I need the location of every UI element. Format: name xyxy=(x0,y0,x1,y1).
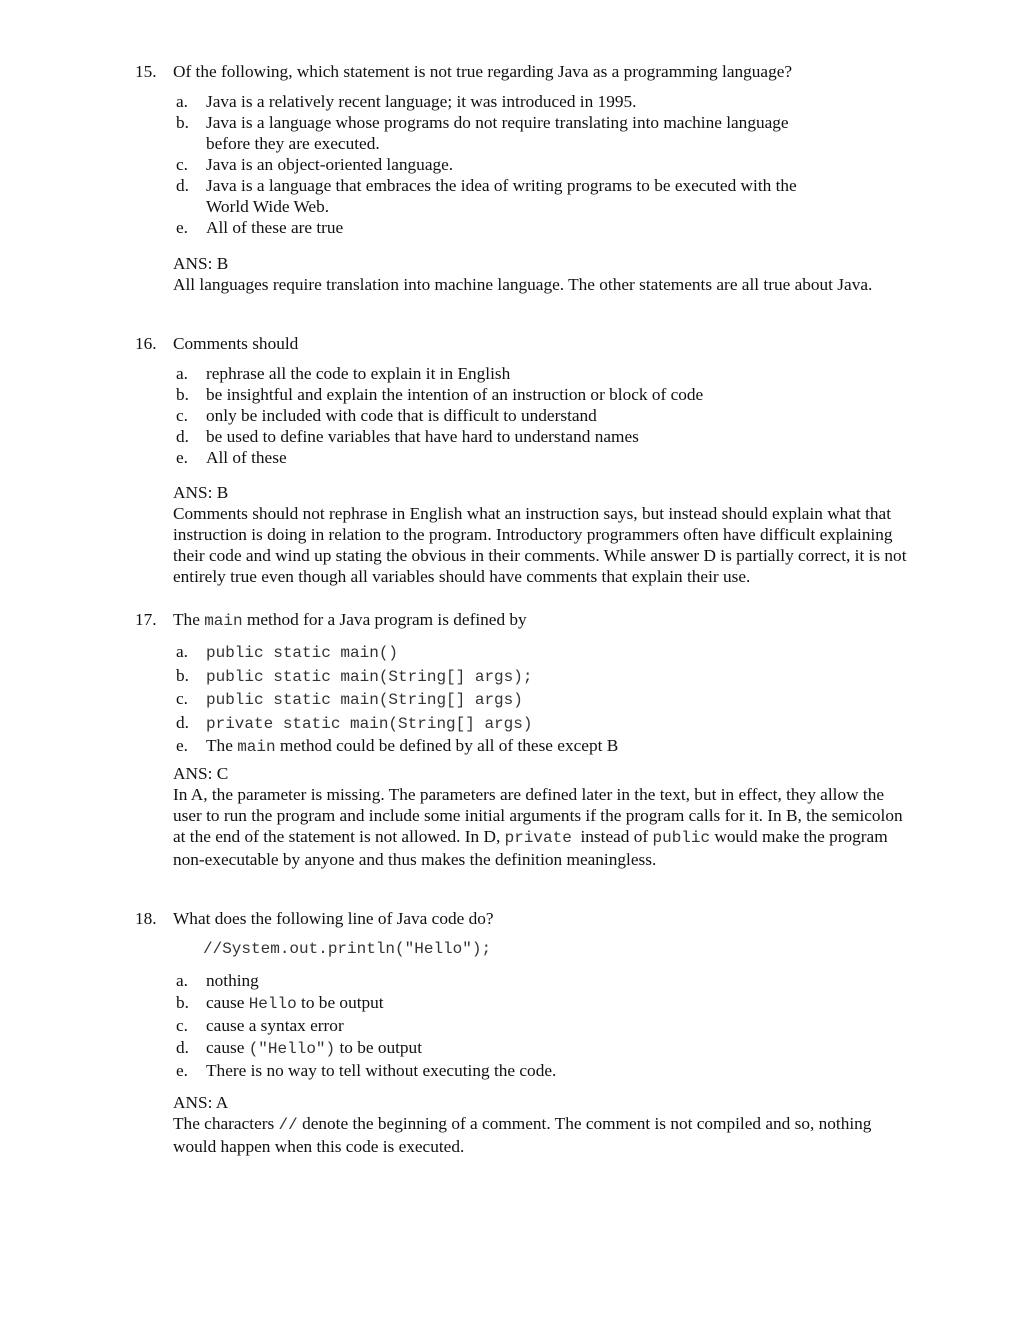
options-15 xyxy=(173,91,833,238)
option-text: only be included with code that is difficult to understand xyxy=(206,406,597,425)
question-number: 15. xyxy=(135,62,157,81)
option-b xyxy=(173,384,893,405)
option-text: The xyxy=(206,736,238,755)
option-c xyxy=(173,1015,893,1037)
option-letter: e. xyxy=(176,736,188,755)
option-a xyxy=(173,363,893,384)
option-letter: d. xyxy=(176,1037,189,1057)
option-letter: e. xyxy=(176,218,188,237)
inline-code: ("Hello") xyxy=(248,1039,336,1058)
options-16 xyxy=(173,363,893,468)
answer-key: ANS: C xyxy=(173,764,229,783)
option-letter: a. xyxy=(176,971,188,990)
question-stem xyxy=(173,609,527,632)
option-a xyxy=(173,91,833,112)
option-e xyxy=(173,447,893,468)
option-b xyxy=(173,992,893,1016)
answer-explanation xyxy=(173,1113,918,1157)
option-text: to be output xyxy=(335,1037,423,1057)
option-letter: d. xyxy=(176,427,189,446)
option-letter: c. xyxy=(176,1016,188,1035)
option-c xyxy=(173,154,833,175)
answer-key: ANS: A xyxy=(173,1093,229,1112)
option-letter: e. xyxy=(176,448,188,467)
option-text: There is no way to tell without executing the code. xyxy=(206,1061,557,1080)
inline-code: Hello xyxy=(248,994,297,1013)
stem-text: The xyxy=(173,610,205,629)
option-text: method could be defined by all of these except B xyxy=(275,736,619,755)
inline-code: private xyxy=(504,829,572,847)
explanation-text: would make the program non-executable by anyone and thus makes the definition meaningless. xyxy=(173,827,888,869)
answer-18 xyxy=(173,1092,918,1157)
option-e xyxy=(173,217,833,238)
explanation-text: In A, the parameter is missing. The parameters are defined later in the text, but in effect, they allow the user to run the program and include some initial arguments if the program calls for it. In B, the semicolon at the end of the statement is not allowed. In D, xyxy=(173,785,903,846)
answer-key: ANS: B xyxy=(173,483,229,502)
option-d xyxy=(173,175,833,217)
answer-17 xyxy=(173,763,908,870)
option-letter: a. xyxy=(176,92,188,111)
option-letter: b. xyxy=(176,113,189,132)
option-text: cause xyxy=(206,992,249,1012)
option-text: rephrase all the code to explain it in English xyxy=(206,364,511,383)
answer-16 xyxy=(173,482,915,587)
answer-15 xyxy=(173,253,923,295)
explanation-text: denote the beginning of a comment. The comment is not compiled and so, nothing would happen when this code is executed. xyxy=(173,1114,872,1156)
option-letter: c. xyxy=(176,155,188,174)
option-letter: d. xyxy=(176,176,189,195)
question-number: 16. xyxy=(135,334,157,353)
option-d xyxy=(173,1037,893,1061)
option-text: be used to define variables that have hard to understand names xyxy=(206,427,639,446)
question-stem: Comments should xyxy=(173,334,299,353)
option-text: All of these are true xyxy=(206,218,344,237)
option-b xyxy=(173,665,893,689)
explanation-text: instead of xyxy=(571,827,653,846)
option-c xyxy=(173,688,893,712)
inline-code: main xyxy=(204,612,243,630)
option-a xyxy=(173,970,893,992)
option-text: Java is a relatively recent language; it was introduced in 1995. xyxy=(206,92,637,111)
option-letter: b. xyxy=(176,385,189,404)
option-code: public static main(String[] args) xyxy=(206,691,523,709)
answer-explanation: Comments should not rephrase in English what an instruction says, but instead should explain what that instruction is doing in relation to the program. Introductory programmers often have difficult explaining their code and wind up stating the obvious in their comments. While answer D is partially correct, it is not entirely true even though all variables should have comments that explain their use. xyxy=(173,504,907,586)
answer-explanation xyxy=(173,784,908,870)
inline-code: main xyxy=(237,738,276,756)
code-snippet: //System.out.println("Hello"); xyxy=(203,940,492,958)
option-letter: b. xyxy=(176,992,189,1012)
option-text: cause xyxy=(206,1037,249,1057)
option-b xyxy=(173,112,833,154)
option-code: public static main() xyxy=(206,644,399,662)
options-17 xyxy=(173,641,893,759)
question-number: 18. xyxy=(135,909,157,928)
question-stem: What does the following line of Java code do? xyxy=(173,909,494,928)
answer-key: ANS: B xyxy=(173,254,229,273)
option-code: private static main(String[] args) xyxy=(206,714,533,733)
option-e xyxy=(173,1060,893,1082)
question-stem: Of the following, which statement is not true regarding Java as a programming language? xyxy=(173,62,793,81)
option-letter: d. xyxy=(176,712,189,732)
option-text: Java is a language whose programs do not require translating into machine language before they are executed. xyxy=(206,113,789,153)
option-letter: c. xyxy=(176,689,188,708)
option-letter: e. xyxy=(176,1061,188,1080)
option-e xyxy=(173,735,893,759)
option-letter: c. xyxy=(176,406,188,425)
option-text: nothing xyxy=(206,971,259,990)
inline-code: public xyxy=(652,829,711,847)
stem-text: method for a Java program is defined by xyxy=(242,610,527,629)
explanation-text: The characters xyxy=(173,1114,279,1133)
option-text: Java is a language that embraces the idea of writing programs to be executed with the World Wide Web. xyxy=(206,176,797,216)
option-a xyxy=(173,641,893,665)
option-text: to be output xyxy=(296,992,384,1012)
option-code: public static main(String[] args); xyxy=(206,667,533,686)
inline-code: // xyxy=(278,1116,298,1134)
question-number: 17. xyxy=(135,610,157,629)
option-d xyxy=(173,426,893,447)
option-c xyxy=(173,405,893,426)
option-letter: b. xyxy=(176,665,189,685)
option-text: be insightful and explain the intention of an instruction or block of code xyxy=(206,385,704,404)
options-18 xyxy=(173,970,893,1082)
option-text: cause a syntax error xyxy=(206,1016,344,1035)
option-d xyxy=(173,712,893,736)
answer-explanation: All languages require translation into machine language. The other statements are all true about Java. xyxy=(173,275,873,294)
option-letter: a. xyxy=(176,364,188,383)
option-letter: a. xyxy=(176,642,188,661)
option-text: All of these xyxy=(206,448,287,467)
option-text: Java is an object-oriented language. xyxy=(206,155,454,174)
